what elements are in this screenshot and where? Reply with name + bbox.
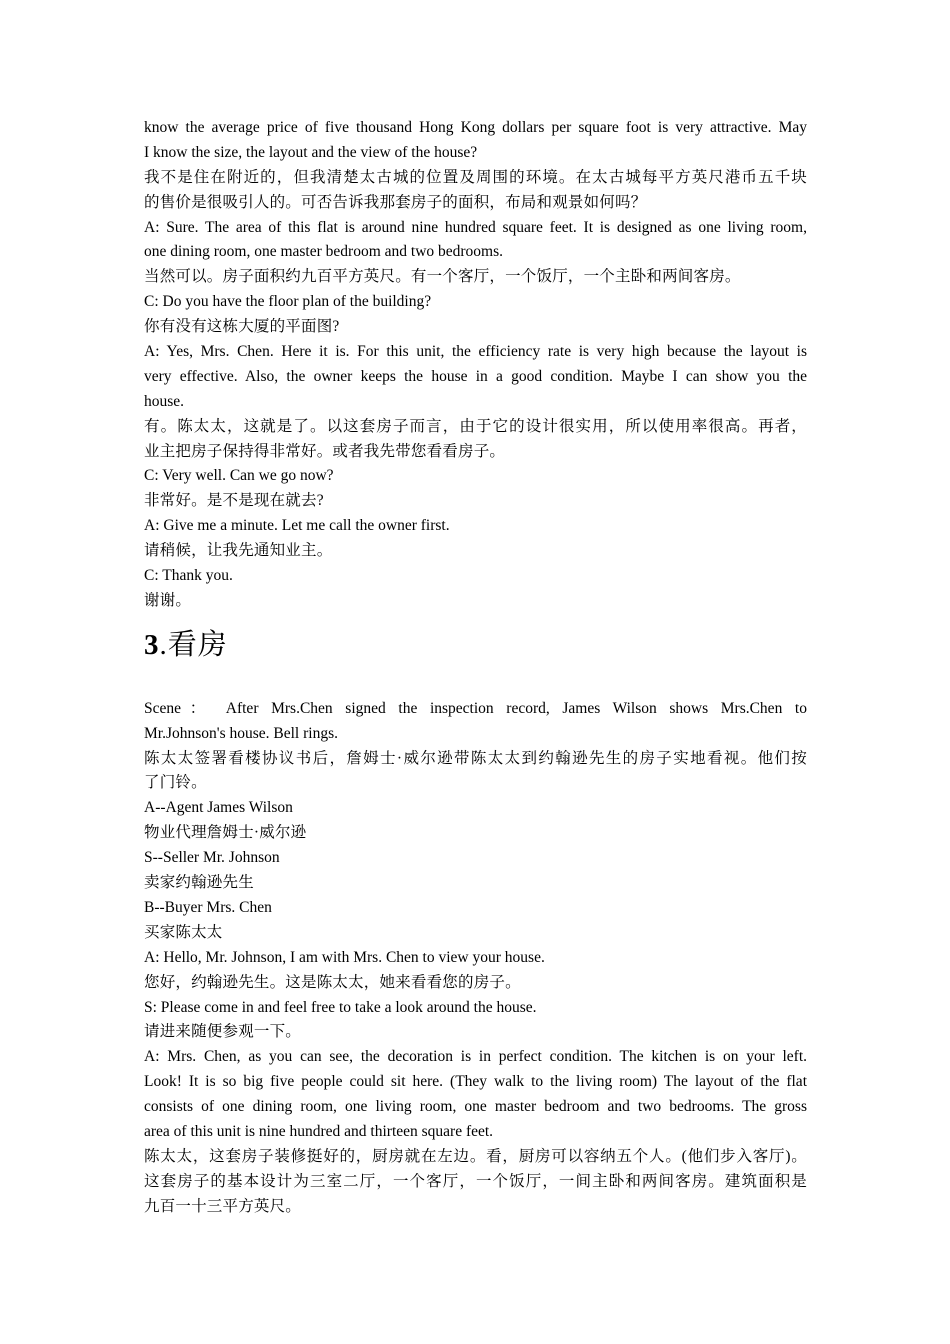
chinese-text-line: 您好，约翰逊先生。这是陈太太，她来看看您的房子。 — [144, 973, 521, 991]
english-text-line: Look! It is so big five people could sit here. (They walk to the living room) The layout of the flat — [144, 1073, 807, 1091]
dialogue-section-previous — [144, 116, 807, 614]
chinese-text-line: 物业代理詹姆士·威尔逊 — [144, 824, 307, 842]
dialogue-section-viewing — [144, 697, 807, 1220]
english-text-line: A: Mrs. Chen, as you can see, the decoration is in perfect condition. The kitchen is on your left. — [144, 1048, 807, 1066]
chinese-text-line: 请稍候，让我先通知业主。 — [144, 542, 333, 560]
english-text-line: know the average price of five thousand Hong Kong dollars per square foot is very attractive. May — [144, 119, 807, 136]
chinese-text-line: 陈太太签署看楼协议书后，詹姆士·威尔逊带陈太太到约翰逊先生的房子实地看视。他们按 — [144, 749, 807, 767]
english-text-line: I know the size, the layout and the view of the house? — [144, 143, 478, 161]
english-text-line: C: Thank you. — [144, 567, 233, 585]
english-text-line: Mr.Johnson's house. Bell rings. — [144, 724, 338, 742]
chinese-text-line: 有。陈太太，这就是了。以这套房子而言，由于它的设计很实用，所以使用率很高。再者， — [144, 417, 807, 435]
english-text-line: C: Very well. Can we go now? — [144, 467, 334, 485]
section-separator: . — [159, 628, 168, 661]
chinese-text-line: 谢谢。 — [144, 591, 192, 609]
english-text-line: Scene： After Mrs.Chen signed the inspection record, James Wilson shows Mrs.Chen to — [144, 699, 807, 717]
chinese-text-line: 了门铃。 — [144, 774, 207, 792]
chinese-text-line: 卖家约翰逊先生 — [144, 874, 254, 892]
english-text-line: B--Buyer Mrs. Chen — [144, 898, 272, 916]
chinese-text-line: 陈太太，这套房子装修挺好的，厨房就在左边。看，厨房可以容纳五个人。(他们步入客厅)。 — [144, 1147, 807, 1165]
english-text-line: A: Give me a minute. Let me call the owner first. — [144, 517, 450, 535]
chinese-text-line: 我不是住在附近的，但我清楚太古城的位置及周围的环境。在太古城每平方英尺港币五千块 — [144, 168, 807, 186]
english-text-line: C: Do you have the floor plan of the building? — [144, 293, 432, 311]
chinese-text-line: 业主把房子保持得非常好。或者我先带您看看房子。 — [144, 442, 506, 460]
section-number: 3 — [144, 628, 160, 661]
english-text-line: A: Sure. The area of this flat is around nine hundred square feet. It is designed as one living room, — [144, 218, 807, 236]
english-text-line: area of this unit is nine hundred and thirteen square feet. — [144, 1122, 494, 1140]
heading-spacer — [144, 662, 807, 697]
english-text-line: A: Hello, Mr. Johnson, I am with Mrs. Chen to view your house. — [144, 948, 545, 966]
english-text-line: S--Seller Mr. Johnson — [144, 849, 280, 867]
section-heading — [144, 628, 807, 662]
chinese-text-line: 买家陈太太 — [144, 923, 223, 941]
section-title: 看房 — [167, 628, 228, 661]
chinese-text-line: 九百一十三平方英尺。 — [144, 1197, 302, 1215]
document-page — [144, 116, 807, 1220]
chinese-text-line: 当然可以。房子面积约九百平方英尺。有一个客厅，一个饭厅，一个主卧和两间客房。 — [144, 268, 741, 286]
english-text-line: house. — [144, 392, 185, 410]
english-text-line: very effective. Also, the owner keeps the house in a good condition. Maybe I can show you the — [144, 367, 807, 385]
chinese-text-line: 的售价是很吸引人的。可否告诉我那套房子的面积，布局和观景如何吗？ — [144, 193, 647, 211]
chinese-text-line: 请进来随便参观一下。 — [144, 1023, 302, 1041]
english-text-line: consists of one dining room, one living room, one master bedroom and two bedrooms. The gross — [144, 1098, 807, 1116]
english-text-line: A: Yes, Mrs. Chen. Here it is. For this unit, the efficiency rate is very high because the layout is — [144, 343, 807, 361]
chinese-text-line: 这套房子的基本设计为三室二厅，一个客厅，一个饭厅，一间主卧和两间客房。建筑面积是 — [144, 1172, 807, 1190]
chinese-text-line: 非常好。是不是现在就去? — [144, 492, 324, 510]
chinese-text-line: 你有没有这栋大厦的平面图? — [144, 318, 340, 336]
english-text-line: S: Please come in and feel free to take a look around the house. — [144, 998, 537, 1016]
english-text-line: A--Agent James Wilson — [144, 799, 293, 817]
english-text-line: one dining room, one master bedroom and two bedrooms. — [144, 243, 504, 261]
